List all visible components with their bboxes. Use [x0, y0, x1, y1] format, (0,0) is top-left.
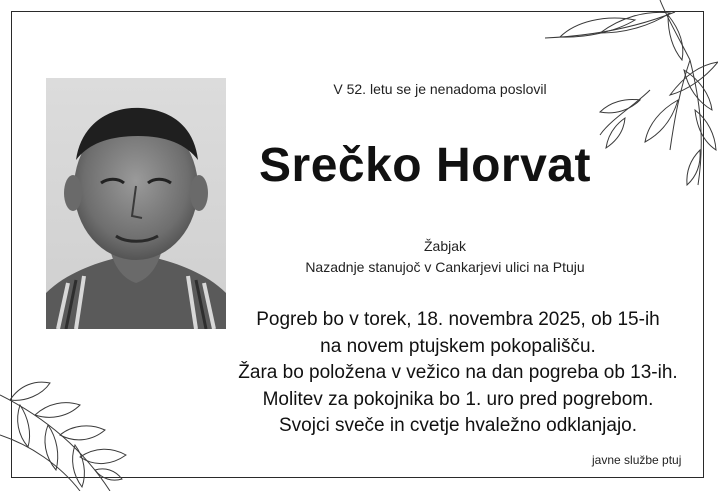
deceased-name: Srečko Horvat — [259, 139, 591, 192]
detail-line: Svojci sveče in cvetje hvaležno odklanjajo. — [278, 415, 638, 436]
detail-line: Pogreb bo v torek, 18. novembra 2025, ob 15-ih — [256, 309, 660, 330]
portrait-photo — [46, 78, 226, 329]
place-block — [250, 236, 640, 278]
intro-text: V 52. letu se je nenadoma poslovil — [333, 81, 547, 97]
portrait-image — [46, 78, 226, 329]
detail-line: Molitev za pokojnika bo 1. uro pred pogrebom. — [262, 388, 654, 410]
detail-line: Žara bo položena v vežico na dan pogreba ob 13-ih. — [238, 362, 678, 383]
detail-line: na novem ptujskem pokopališču. — [320, 335, 596, 357]
hometown: Žabjak — [423, 238, 467, 254]
funeral-details — [208, 307, 708, 440]
residence: Nazadnje stanujoč v Cankarjevi ulici na Ptuju — [305, 259, 585, 275]
brand-label: javne službe ptuj — [592, 453, 682, 467]
